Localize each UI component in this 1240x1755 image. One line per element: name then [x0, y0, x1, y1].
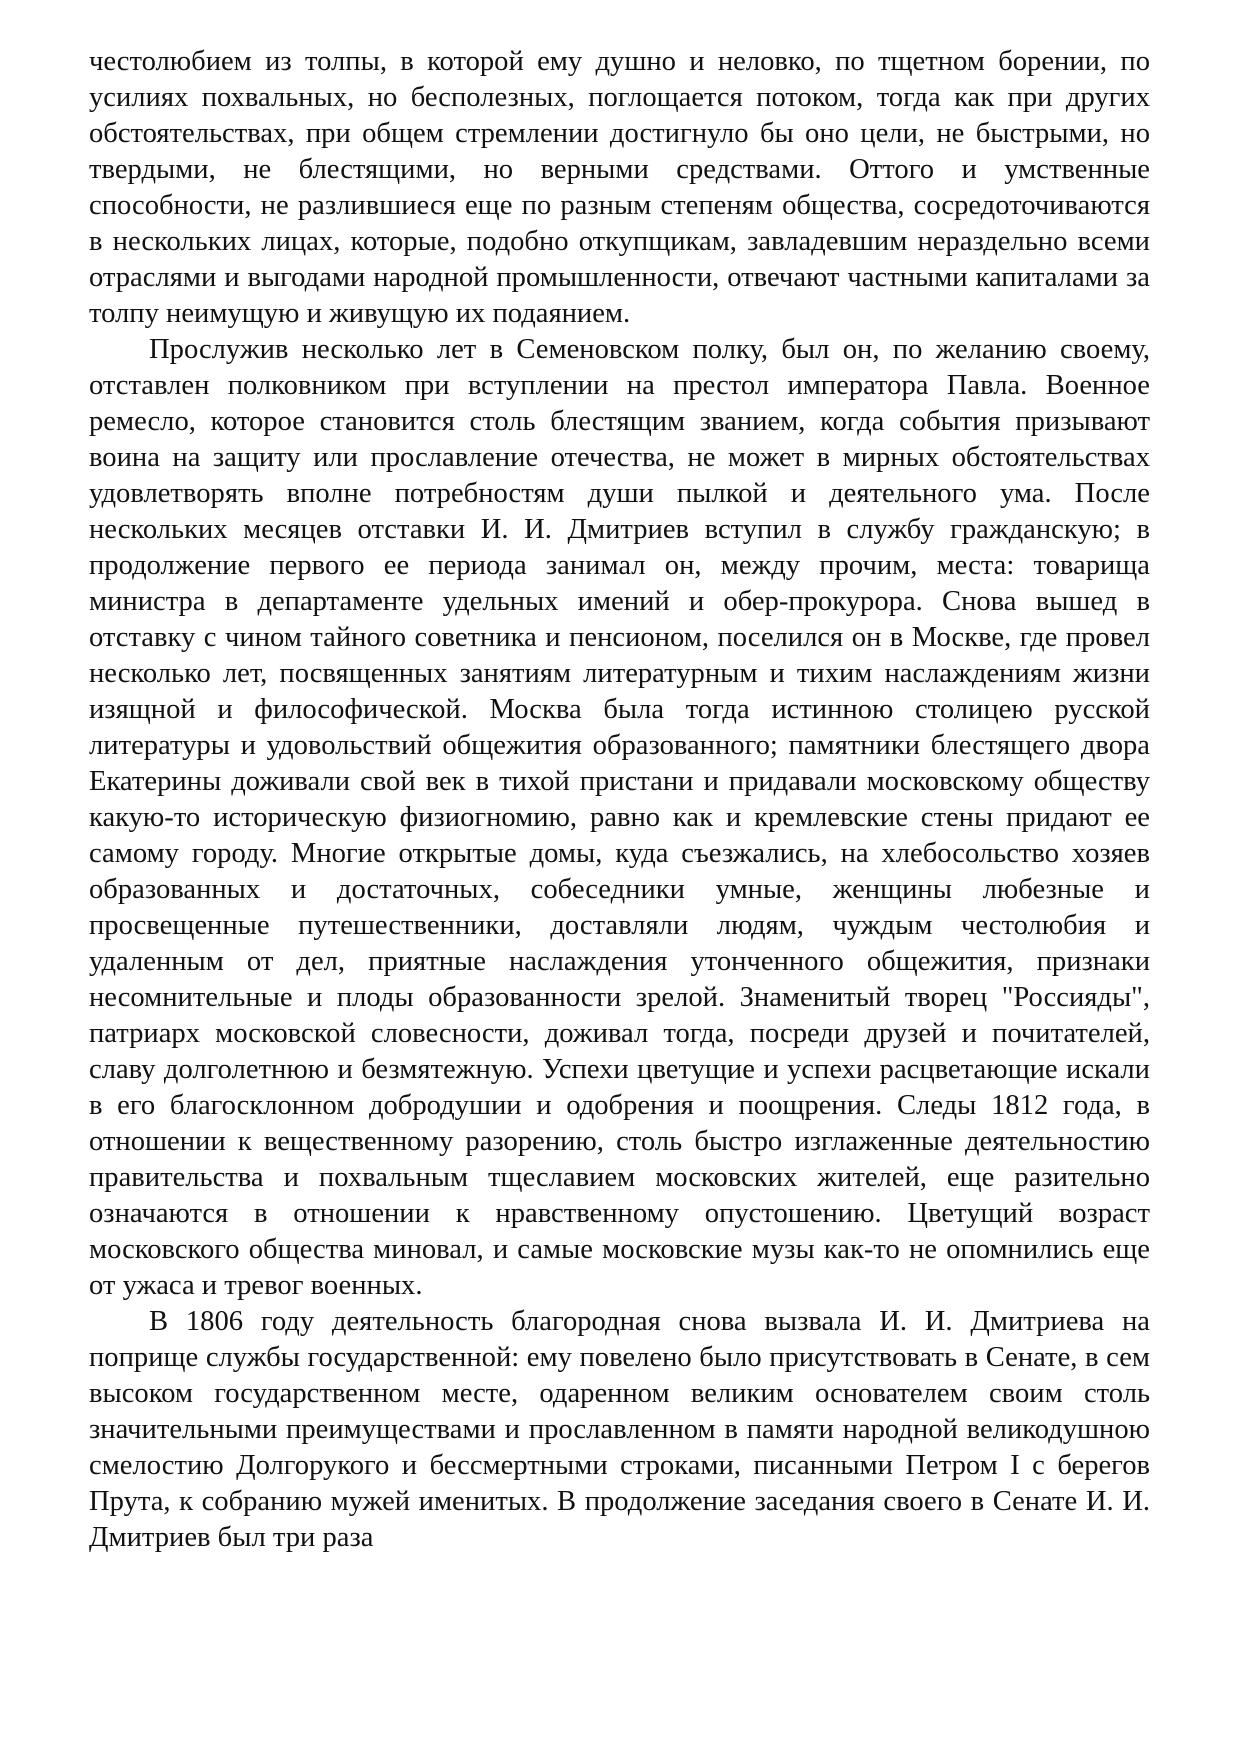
paragraph-1: честолюбием из толпы, в которой ему душно и неловко, по тщетном борении, по усилиях похвальных, но бесполезных, поглощается потоком, тогда как при других обстоятельствах, при общем стремлении достигнуло бы оно цели, не быстрыми, но твердыми, не блестящими, но верными средствами. Оттого и умственные способности, не разлившиеся еще по разным степеням общества, сосредоточиваются в нескольких лицах, которые, подобно откупщикам, завладевшим нераздельно всеми отраслями и выгодами народной промышленности, отвечают частными капиталами за толпу неимущую и живущую их подаянием. [89, 46, 1150, 329]
document-body [89, 44, 1150, 1556]
paragraph-2: Прослужив несколько лет в Семеновском полку, был он, по желанию своему, отставлен полковником при вступлении на престол императора Павла. Военное ремесло, которое становится столь блестящим званием, когда события призывают воина на защиту или прославление отечества, не может в мирных обстоятельствах удовлетворять вполне потребностям души пылкой и деятельного ума. После нескольких месяцев отставки И. И. Дмитриев вступил в службу гражданскую; в продолжение первого ее периода занимал он, между прочим, места: товарища министра в департаменте удельных имений и обер-прокурора. Снова вышед в отставку с чином тайного советника и пенсионом, поселился он в Москве, где провел несколько лет, посвященных занятиям литературным и тихим наслаждениям жизни изящной и философической. Москва была тогда истинною столицею русской литературы и удовольствий общежития образованного; памятники блестящего двора Екатерины доживали свой век в тихой пристани и придавали московскому обществу какую-то историческую физиогномию, равно как и кремлевские стены придают ее самому городу. Многие открытые домы, куда съезжались, на хлебосольство хозяев образованных и достаточных, собеседники умные, женщины любезные и просвещенные путешественники, доставляли людям, чуждым честолюбия и удаленным от дел, приятные наслаждения утонченного общежития, признаки несомнительные и плоды образованности зрелой. Знаменитый творец "Россияды", патриарх московской словесности, доживал тогда, посреди друзей и почитателей, славу долголетнюю и безмятежную. Успехи цветущие и успехи расцветающие искали в его благосклонном добродушии и одобрения и поощрения. Следы 1812 года, в отношении к вещественному разорению, столь быстро изглаженные деятельностию правительства и похвальным тщеславием московских жителей, еще разительно означаются в отношении к нравственному опустошению. Цветущий возраст московского общества миновал, и самые московские музы как-то не опомнились еще от ужаса и тревог военных. [89, 334, 1150, 1301]
paragraph-3: В 1806 году деятельность благородная снова вызвала И. И. Дмитриева на поприще службы государственной: ему повелено было присутствовать в Сенате, в сем высоком государственном месте, одаренном великим основателем своим столь значительными преимуществами и прославленном в памяти народной великодушною смелостию Долгорукого и бессмертными строками, писанными Петром I с берегов Прута, к собранию мужей именитых. В продолжение заседания своего в Сенате И. И. Дмитриев был три раза [89, 1306, 1150, 1553]
